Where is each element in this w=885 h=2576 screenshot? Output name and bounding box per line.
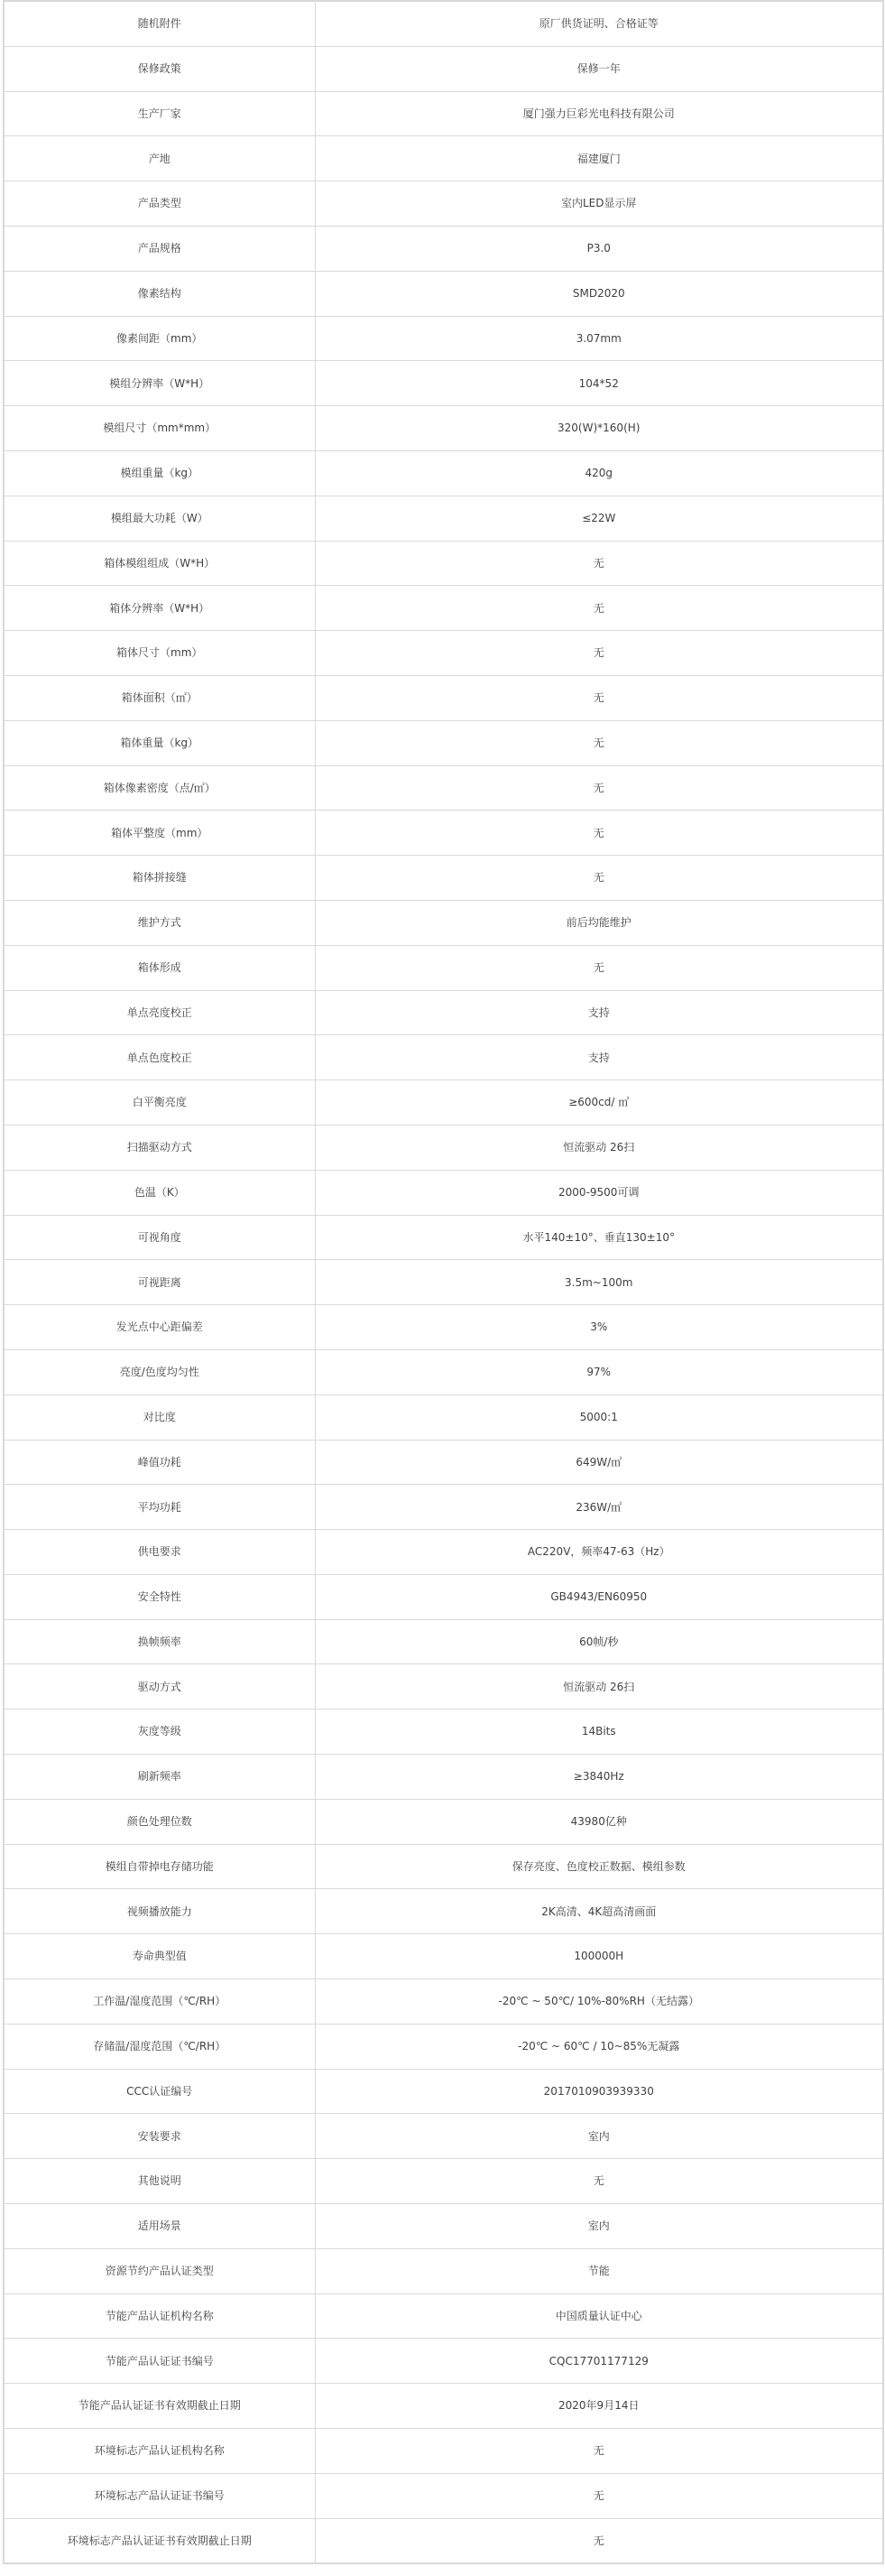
table-row <box>4 990 883 1035</box>
spec-value: AC220V，频率47-63（Hz） <box>315 1530 883 1575</box>
spec-label: 产品规格 <box>4 226 315 271</box>
table-row <box>4 2518 883 2563</box>
table-row <box>4 1349 883 1395</box>
table-row <box>4 631 883 676</box>
spec-label: 节能产品认证证书有效期截止日期 <box>4 2384 315 2429</box>
table-row <box>4 1305 883 1350</box>
spec-value: 节能 <box>315 2248 883 2293</box>
table-row <box>4 1485 883 1530</box>
table-row <box>4 2429 883 2474</box>
spec-label: 节能产品认证证书编号 <box>4 2339 315 2384</box>
spec-label: 刷新频率 <box>4 1755 315 1800</box>
spec-value: 水平140±10°、垂直130±10° <box>315 1215 883 1260</box>
table-row <box>4 2204 883 2249</box>
spec-value: 无 <box>315 811 883 856</box>
spec-label: 平均功耗 <box>4 1485 315 1530</box>
table-row <box>4 765 883 811</box>
table-row <box>4 2293 883 2339</box>
spec-value: 原厂供货证明、合格证等 <box>315 1 883 46</box>
spec-label: 寿命典型值 <box>4 1934 315 1979</box>
spec-value: CQC17701177129 <box>315 2339 883 2384</box>
spec-value: 无 <box>315 945 883 990</box>
spec-label: 亮度/色度均匀性 <box>4 1349 315 1395</box>
spec-label: 箱体像素密度（点/㎡） <box>4 765 315 811</box>
spec-value: ≤22W <box>315 496 883 541</box>
spec-label: 节能产品认证机构名称 <box>4 2293 315 2339</box>
spec-label: 像素结构 <box>4 271 315 316</box>
spec-value: 3.5m~100m <box>315 1260 883 1305</box>
spec-label: 视频播放能力 <box>4 1889 315 1934</box>
spec-value: 无 <box>315 765 883 811</box>
spec-value: 2K高清、4K超高清画面 <box>315 1889 883 1934</box>
table-row <box>4 856 883 901</box>
spec-label: 箱体分辨率（W*H） <box>4 586 315 631</box>
table-row <box>4 720 883 765</box>
spec-label: 产品类型 <box>4 181 315 227</box>
table-row <box>4 136 883 181</box>
spec-value: 福建厦门 <box>315 136 883 181</box>
table-row <box>4 1080 883 1126</box>
table-row <box>4 1395 883 1440</box>
spec-value: 无 <box>315 2473 883 2518</box>
spec-value: 无 <box>315 586 883 631</box>
spec-value: 2020年9月14日 <box>315 2384 883 2429</box>
spec-label: 适用场景 <box>4 2204 315 2249</box>
spec-label: 单点亮度校正 <box>4 990 315 1035</box>
spec-value: GB4943/EN60950 <box>315 1574 883 1619</box>
table-row <box>4 2339 883 2384</box>
table-row <box>4 675 883 720</box>
table-row <box>4 1035 883 1080</box>
spec-value: 104*52 <box>315 361 883 406</box>
spec-value: 420g <box>315 450 883 496</box>
table-row <box>4 406 883 451</box>
spec-label: 随机附件 <box>4 1 315 46</box>
table-row <box>4 1 883 46</box>
table-row <box>4 1979 883 2025</box>
spec-label: 箱体重量（kg） <box>4 720 315 765</box>
table-row <box>4 496 883 541</box>
spec-value: 320(W)*160(H) <box>315 406 883 451</box>
table-row <box>4 945 883 990</box>
spec-value: SMD2020 <box>315 271 883 316</box>
table-row <box>4 1574 883 1619</box>
spec-label: 扫描驱动方式 <box>4 1125 315 1170</box>
spec-value: 649W/㎡ <box>315 1440 883 1485</box>
spec-value: 支持 <box>315 990 883 1035</box>
table-row <box>4 1710 883 1755</box>
table-row <box>4 1619 883 1664</box>
spec-label: 可视角度 <box>4 1215 315 1260</box>
spec-value: 中国质量认证中心 <box>315 2293 883 2339</box>
spec-label: 维护方式 <box>4 900 315 945</box>
table-row <box>4 2069 883 2114</box>
table-row <box>4 811 883 856</box>
spec-label: 箱体面积（㎡） <box>4 675 315 720</box>
spec-label: 发光点中心距偏差 <box>4 1305 315 1350</box>
spec-value: 3% <box>315 1305 883 1350</box>
spec-label: 模组尺寸（mm*mm） <box>4 406 315 451</box>
table-row <box>4 1799 883 1844</box>
spec-label: 安装要求 <box>4 2114 315 2159</box>
spec-label: 模组自带掉电存储功能 <box>4 1844 315 1889</box>
table-row <box>4 271 883 316</box>
spec-value: 236W/㎡ <box>315 1485 883 1530</box>
spec-value: -20℃ ~ 60℃ / 10~85%无凝露 <box>315 2024 883 2069</box>
spec-label: 存储温/湿度范围（℃/RH） <box>4 2024 315 2069</box>
spec-value: 43980亿种 <box>315 1799 883 1844</box>
spec-value: 无 <box>315 631 883 676</box>
spec-value: 恒流驱动 26扫 <box>315 1664 883 1710</box>
spec-label: 灰度等级 <box>4 1710 315 1755</box>
spec-value: 前后均能维护 <box>315 900 883 945</box>
spec-label: 工作温/湿度范围（℃/RH） <box>4 1979 315 2025</box>
spec-label: 环境标志产品认证机构名称 <box>4 2429 315 2474</box>
table-row <box>4 361 883 406</box>
spec-label: 对比度 <box>4 1395 315 1440</box>
spec-label: 单点色度校正 <box>4 1035 315 1080</box>
spec-label: 箱体拼接缝 <box>4 856 315 901</box>
table-row <box>4 2159 883 2204</box>
spec-label: 其他说明 <box>4 2159 315 2204</box>
spec-value: 5000:1 <box>315 1395 883 1440</box>
spec-label: 保修政策 <box>4 46 315 91</box>
table-row <box>4 1755 883 1800</box>
spec-value: 保修一年 <box>315 46 883 91</box>
spec-value: 无 <box>315 675 883 720</box>
spec-label: 箱体尺寸（mm） <box>4 631 315 676</box>
table-row <box>4 1889 883 1934</box>
spec-label: 箱体平整度（mm） <box>4 811 315 856</box>
spec-value: 97% <box>315 1349 883 1395</box>
table-row <box>4 900 883 945</box>
spec-value: P3.0 <box>315 226 883 271</box>
spec-value: 保存亮度、色度校正数据、模组参数 <box>315 1844 883 1889</box>
spec-value: -20℃ ~ 50℃/ 10%-80%RH（无结露） <box>315 1979 883 2025</box>
spec-value: 无 <box>315 2518 883 2563</box>
spec-value: 室内 <box>315 2114 883 2159</box>
table-row <box>4 541 883 586</box>
spec-label: 供电要求 <box>4 1530 315 1575</box>
table-row <box>4 2248 883 2293</box>
table-row <box>4 1664 883 1710</box>
spec-value: ≥600cd/ ㎡ <box>315 1080 883 1126</box>
table-row <box>4 2384 883 2429</box>
spec-label: 箱体形成 <box>4 945 315 990</box>
spec-value: ≥3840Hz <box>315 1755 883 1800</box>
table-row <box>4 1844 883 1889</box>
table-row <box>4 1440 883 1485</box>
spec-label: 模组分辨率（W*H） <box>4 361 315 406</box>
table-row <box>4 181 883 227</box>
spec-label: 生产厂家 <box>4 91 315 136</box>
spec-value: 2000-9500可调 <box>315 1170 883 1215</box>
spec-label: 箱体模组组成（W*H） <box>4 541 315 586</box>
spec-label: 驱动方式 <box>4 1664 315 1710</box>
table-row <box>4 91 883 136</box>
table-row <box>4 226 883 271</box>
spec-label: 白平衡亮度 <box>4 1080 315 1126</box>
spec-label: 模组重量（kg） <box>4 450 315 496</box>
spec-table <box>3 0 884 2564</box>
spec-value: 无 <box>315 720 883 765</box>
table-row <box>4 2473 883 2518</box>
table-row <box>4 1215 883 1260</box>
spec-value: 14Bits <box>315 1710 883 1755</box>
table-row <box>4 2114 883 2159</box>
spec-value: 室内LED显示屏 <box>315 181 883 227</box>
spec-value: 100000H <box>315 1934 883 1979</box>
spec-label: 可视距离 <box>4 1260 315 1305</box>
spec-table-body <box>4 1 883 2563</box>
spec-label: 像素间距（mm） <box>4 316 315 361</box>
spec-label: 安全特性 <box>4 1574 315 1619</box>
table-row <box>4 586 883 631</box>
spec-value: 无 <box>315 541 883 586</box>
spec-value: 3.07mm <box>315 316 883 361</box>
table-row <box>4 1170 883 1215</box>
spec-label: 峰值功耗 <box>4 1440 315 1485</box>
table-row <box>4 316 883 361</box>
spec-label: 模组最大功耗（W） <box>4 496 315 541</box>
spec-label: 资源节约产品认证类型 <box>4 2248 315 2293</box>
spec-value: 60帧/秒 <box>315 1619 883 1664</box>
spec-value: 无 <box>315 2429 883 2474</box>
spec-label: 换帧频率 <box>4 1619 315 1664</box>
spec-value: 支持 <box>315 1035 883 1080</box>
spec-label: 环境标志产品认证证书编号 <box>4 2473 315 2518</box>
spec-value: 室内 <box>315 2204 883 2249</box>
spec-value: 恒流驱动 26扫 <box>315 1125 883 1170</box>
table-row <box>4 1125 883 1170</box>
table-row <box>4 1934 883 1979</box>
spec-label: CCC认证编号 <box>4 2069 315 2114</box>
table-row <box>4 450 883 496</box>
spec-label: 颜色处理位数 <box>4 1799 315 1844</box>
spec-value: 无 <box>315 2159 883 2204</box>
spec-label: 环境标志产品认证证书有效期截止日期 <box>4 2518 315 2563</box>
spec-value: 无 <box>315 856 883 901</box>
table-row <box>4 1260 883 1305</box>
spec-value: 2017010903939330 <box>315 2069 883 2114</box>
table-row <box>4 46 883 91</box>
spec-label: 色温（K） <box>4 1170 315 1215</box>
spec-label: 产地 <box>4 136 315 181</box>
spec-value: 厦门强力巨彩光电科技有限公司 <box>315 91 883 136</box>
table-row <box>4 2024 883 2069</box>
table-row <box>4 1530 883 1575</box>
